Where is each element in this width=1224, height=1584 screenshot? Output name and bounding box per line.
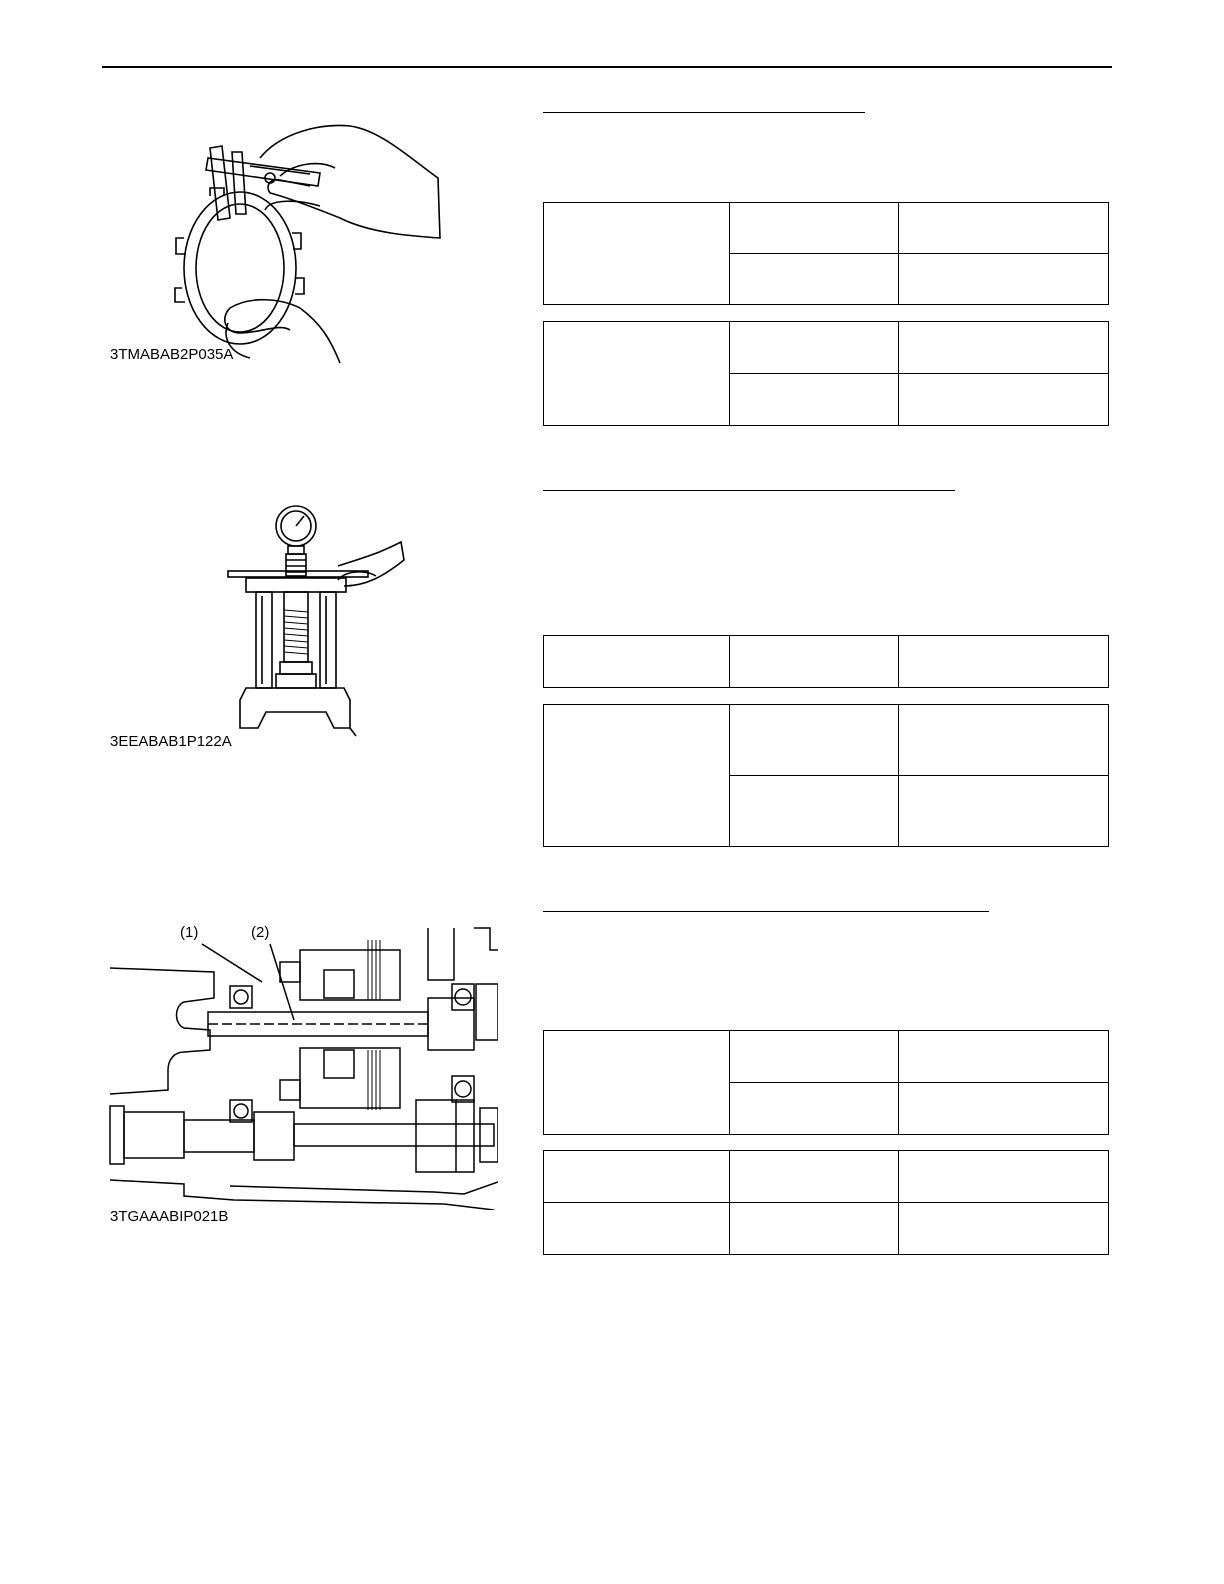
figure-caption-1: 3TMABAB2P035A <box>110 346 234 363</box>
spec-table-2b <box>543 704 1109 847</box>
clutch-shaft-cross-section-illustration <box>104 920 498 1210</box>
table-cell <box>730 322 899 374</box>
table-cell <box>730 1083 899 1135</box>
table-cell <box>899 1031 1109 1083</box>
table-cell <box>899 374 1109 426</box>
table-cell <box>899 203 1109 254</box>
table-cell <box>544 322 730 426</box>
table-cell <box>544 203 730 305</box>
callout-label-2: (2) <box>251 924 270 941</box>
caliper-measuring-plate-illustration <box>170 118 450 368</box>
table-cell <box>544 705 730 847</box>
callout-label-1: (1) <box>180 924 199 941</box>
table-cell <box>899 322 1109 374</box>
table-cell <box>899 636 1109 688</box>
table-cell <box>730 776 899 847</box>
table-cell <box>730 203 899 254</box>
table-cell <box>544 636 730 688</box>
spring-tester-illustration <box>226 500 426 740</box>
spec-table-2a <box>543 635 1109 688</box>
table-cell <box>730 636 899 688</box>
page-header-rule <box>102 66 1112 68</box>
table-cell <box>544 1151 730 1203</box>
table-cell <box>730 1031 899 1083</box>
spec-table-1a <box>543 202 1109 305</box>
table-cell <box>544 1203 730 1255</box>
table-cell <box>899 254 1109 305</box>
table-cell <box>899 705 1109 776</box>
table-cell <box>730 254 899 305</box>
table-cell <box>730 1203 899 1255</box>
table-cell <box>730 1151 899 1203</box>
spec-table-3a <box>543 1030 1109 1135</box>
table-cell <box>899 1203 1109 1255</box>
figure-caption-3: 3TGAAABIP021B <box>110 1208 229 1225</box>
table-cell <box>730 374 899 426</box>
table-cell <box>899 776 1109 847</box>
table-cell <box>899 1083 1109 1135</box>
table-cell <box>730 705 899 776</box>
table-cell <box>899 1151 1109 1203</box>
table-cell <box>544 1031 730 1135</box>
spec-table-3b <box>543 1150 1109 1255</box>
spec-table-1b <box>543 321 1109 426</box>
figure-caption-2: 3EEABAB1P122A <box>110 733 232 750</box>
section-heading-rule-3 <box>543 911 989 912</box>
section-heading-rule-2 <box>543 490 955 491</box>
section-heading-rule-1 <box>543 112 865 113</box>
